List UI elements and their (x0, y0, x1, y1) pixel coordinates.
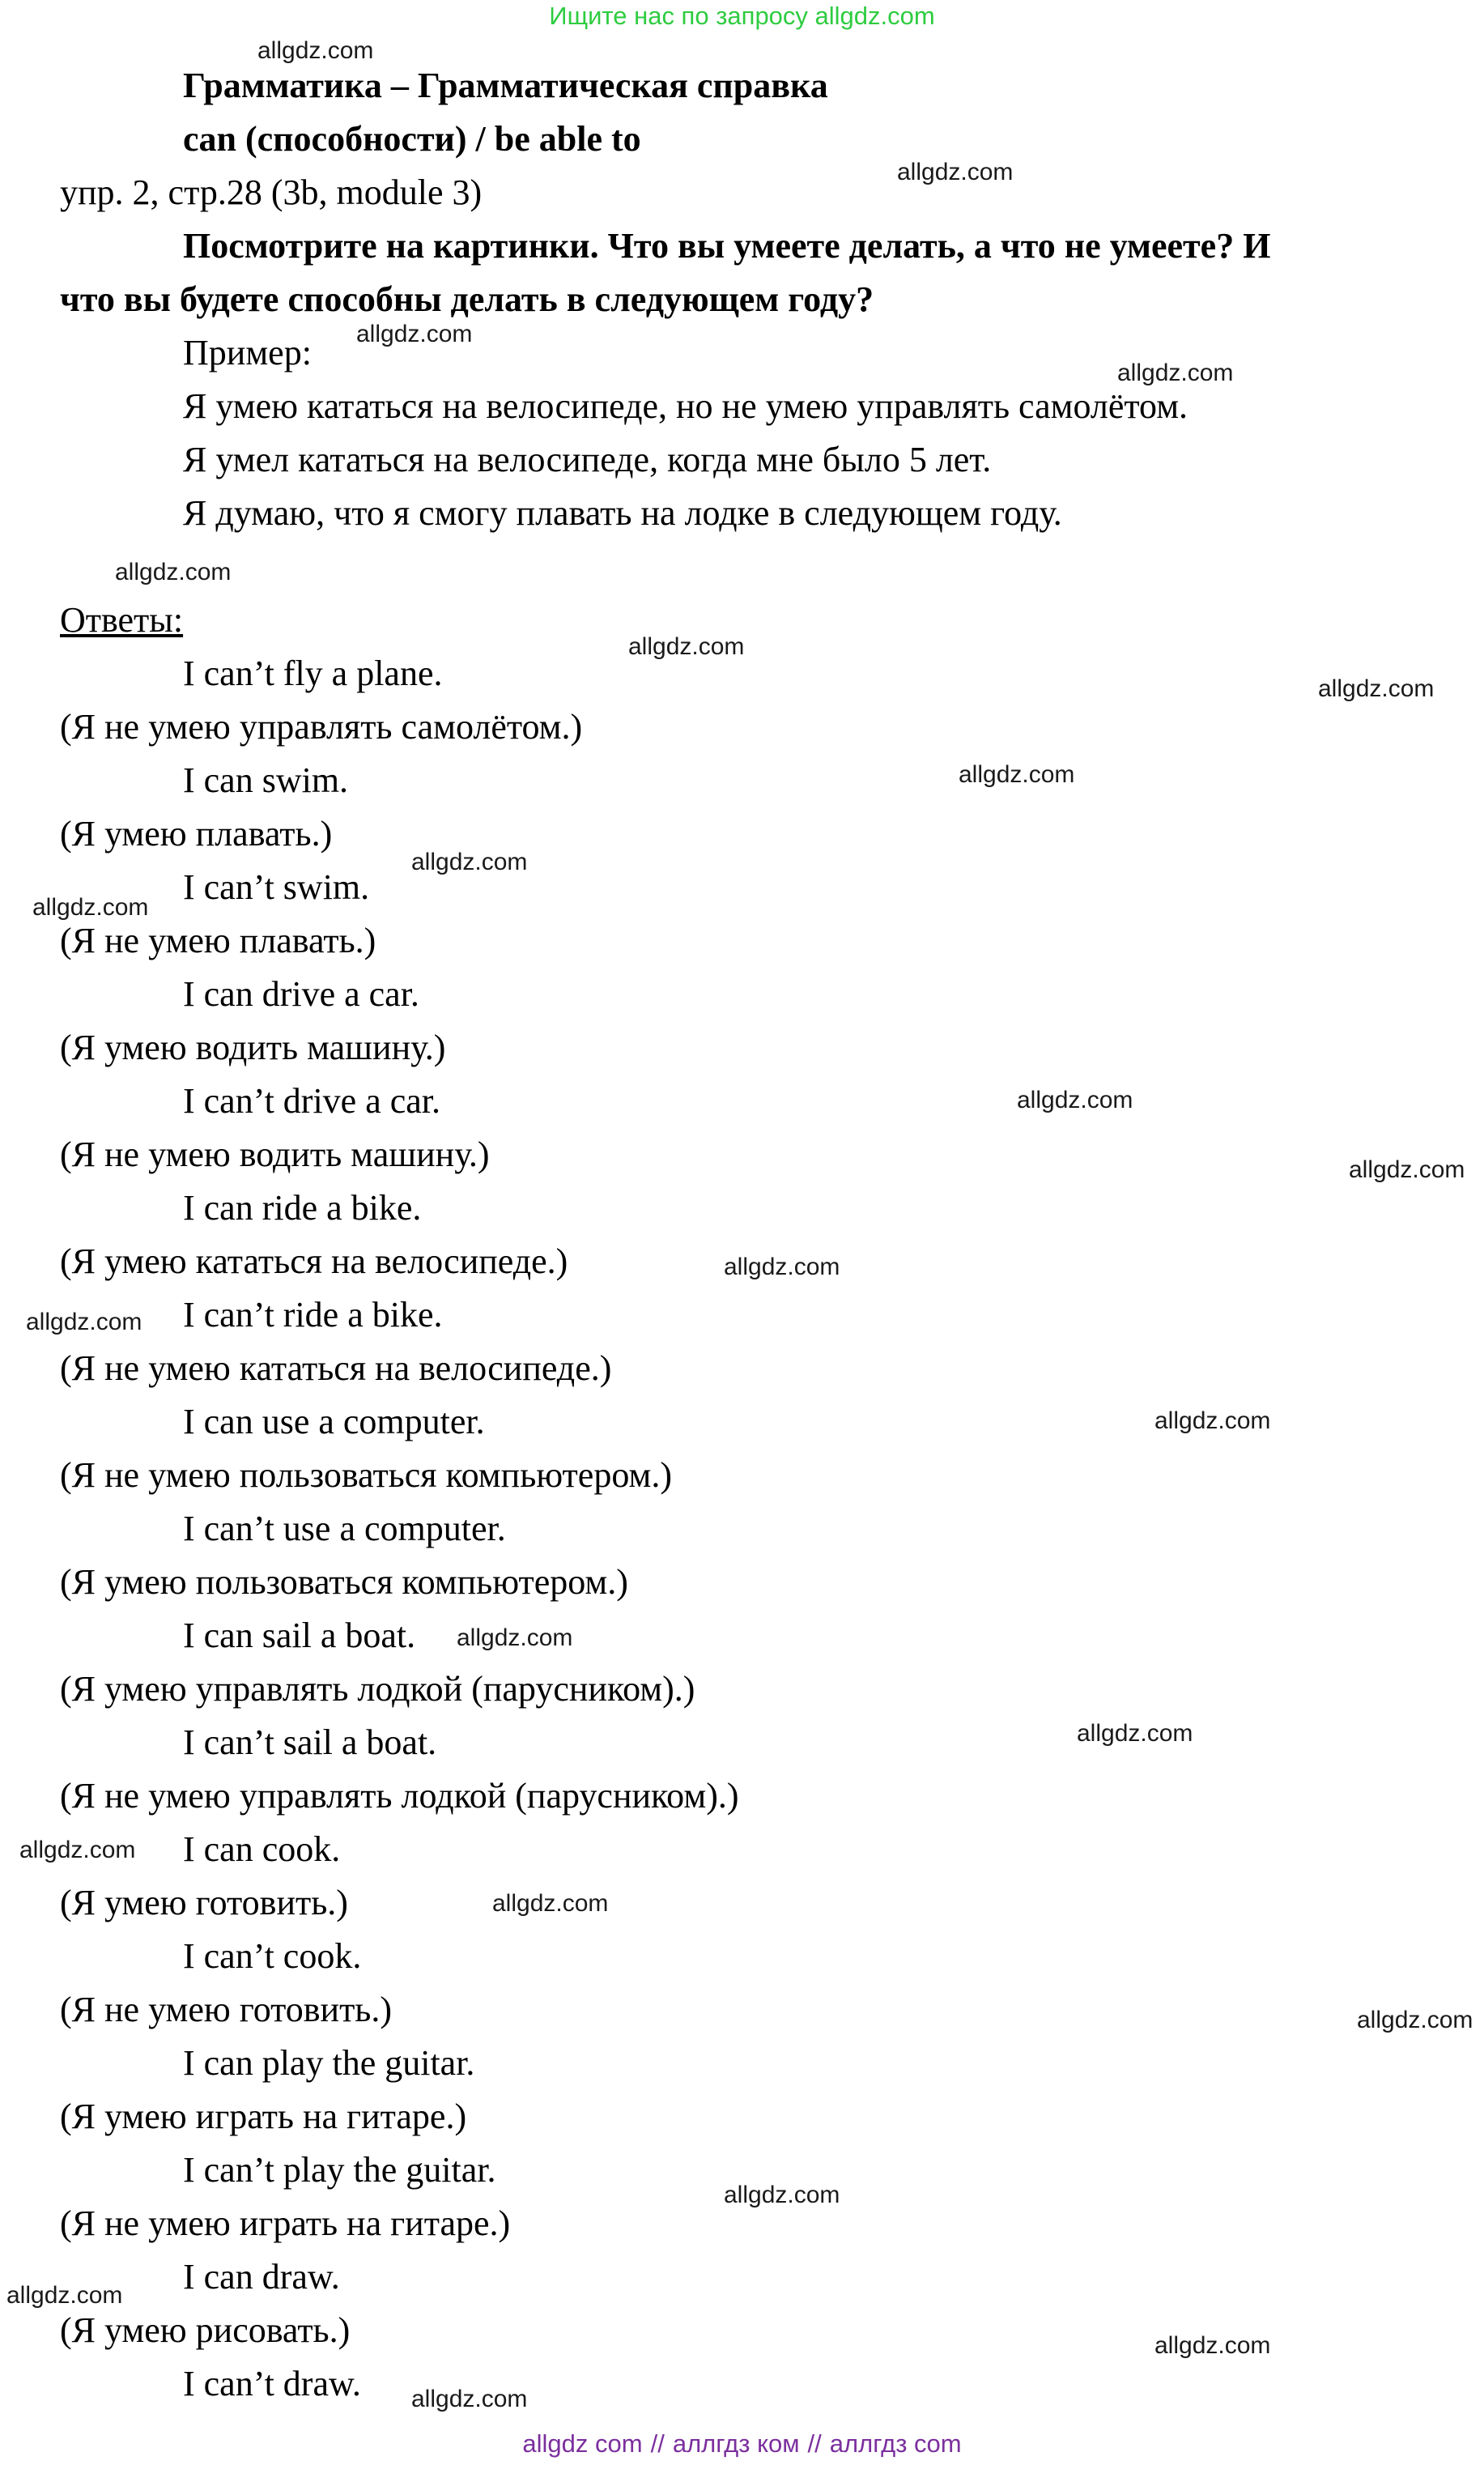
answer-english: I can’t drive a car. (183, 1081, 441, 1121)
top-banner[interactable]: Ищите нас по запросу allgdz.com (549, 2, 935, 30)
answer-english: I can’t sail a boat. (183, 1722, 437, 1762)
bottom-separator: // (650, 2429, 665, 2458)
answer-english: I can’t cook. (183, 1936, 362, 1976)
watermark: allgdz.com (6, 2282, 123, 2309)
watermark: allgdz.com (457, 1624, 573, 1651)
watermark: allgdz.com (724, 1254, 840, 1280)
answers-label: Ответы: (60, 600, 184, 640)
watermark: allgdz.com (26, 1309, 142, 1335)
section-subtitle: can (способности) / be able to (183, 119, 641, 159)
answer-translation: (Я не умею готовить.) (60, 1990, 393, 2029)
answer-english: I can’t ride a bike. (183, 1295, 443, 1335)
watermark: allgdz.com (1117, 360, 1234, 386)
answer-translation: (Я не умею плавать.) (60, 921, 376, 960)
example-line: Я умел кататься на велосипеде, когда мне было 5 лет. (183, 440, 992, 479)
answer-translation: (Я не умею управлять лодкой (парусником).) (60, 1776, 739, 1816)
answer-translation: (Я умею готовить.) (60, 1883, 348, 1922)
answer-english: I can draw. (183, 2257, 340, 2297)
answer-translation: (Я умею рисовать.) (60, 2310, 351, 2350)
answer-english: I can use a computer. (183, 1402, 485, 1441)
answer-translation: (Я умею кататься на велосипеде.) (60, 1241, 568, 1281)
bottom-link-allgdz-mixed[interactable]: аллгдз com (829, 2429, 962, 2458)
example-label: Пример: (183, 333, 312, 373)
answer-english: I can’t fly a plane. (183, 654, 443, 693)
watermark: allgdz.com (1318, 675, 1435, 702)
task-line-1: Посмотрите на картинки. Что вы умеете делать, а что не умеете? И (183, 226, 1271, 266)
watermark: allgdz.com (628, 633, 745, 660)
watermark: allgdz.com (1154, 1407, 1271, 1434)
answer-translation: (Я умею водить машину.) (60, 1028, 446, 1067)
answer-translation: (Я не умею пользоваться компьютером.) (60, 1455, 672, 1495)
watermark: allgdz.com (257, 37, 374, 64)
answer-english: I can’t use a computer. (183, 1509, 506, 1548)
answer-translation: (Я умею плавать.) (60, 814, 333, 854)
task-line-2: что вы будете способны делать в следующем году? (60, 279, 874, 319)
bottom-banner (0, 2429, 1484, 2459)
watermark: allgdz.com (897, 159, 1014, 185)
answer-translation: (Я умею пользоваться компьютером.) (60, 1562, 628, 1602)
watermark: allgdz.com (19, 1837, 136, 1863)
example-line: Я умею кататься на велосипеде, но не умею управлять самолётом. (183, 386, 1188, 426)
watermark: allgdz.com (1357, 2007, 1473, 2033)
example-line: Я думаю, что я смогу плавать на лодке в следующем году. (183, 493, 1062, 533)
bottom-separator: // (807, 2429, 822, 2458)
section-title: Грамматика – Грамматическая справка (183, 66, 828, 105)
answer-translation: (Я умею играть на гитаре.) (60, 2097, 467, 2136)
watermark: allgdz.com (1154, 2332, 1271, 2359)
answer-english: I can cook. (183, 1829, 341, 1869)
bottom-link-allgdz[interactable]: allgdz com (522, 2429, 643, 2458)
answer-english: I can swim. (183, 760, 349, 800)
answer-translation: (Я умею управлять лодкой (парусником).) (60, 1669, 695, 1709)
watermark: allgdz.com (724, 2182, 840, 2208)
exercise-reference: упр. 2, стр.28 (3b, module 3) (60, 172, 483, 212)
watermark: allgdz.com (115, 559, 232, 585)
answer-english: I can drive a car. (183, 974, 419, 1014)
watermark: allgdz.com (959, 761, 1075, 788)
bottom-link-allgdz-cyrillic[interactable]: аллгдз ком (672, 2429, 800, 2458)
watermark: allgdz.com (1017, 1087, 1133, 1113)
watermark: allgdz.com (356, 321, 473, 347)
watermark: allgdz.com (492, 1890, 609, 1917)
answer-english: I can play the guitar. (183, 2043, 475, 2083)
answer-english: I can’t play the guitar. (183, 2150, 496, 2190)
answer-english: I can’t draw. (183, 2364, 361, 2403)
answer-english: I can ride a bike. (183, 1188, 422, 1228)
answer-translation: (Я не умею играть на гитаре.) (60, 2203, 511, 2243)
answer-english: I can sail a boat. (183, 1616, 416, 1655)
watermark: allgdz.com (1349, 1156, 1465, 1183)
watermark: allgdz.com (32, 894, 149, 921)
answer-translation: (Я не умею кататься на велосипеде.) (60, 1348, 612, 1388)
watermark: allgdz.com (411, 849, 528, 875)
watermark: allgdz.com (411, 2386, 528, 2412)
answer-translation: (Я не умею водить машину.) (60, 1135, 490, 1174)
watermark: allgdz.com (1077, 1720, 1193, 1747)
answer-english: I can’t swim. (183, 867, 370, 907)
answer-translation: (Я не умею управлять самолётом.) (60, 707, 583, 747)
